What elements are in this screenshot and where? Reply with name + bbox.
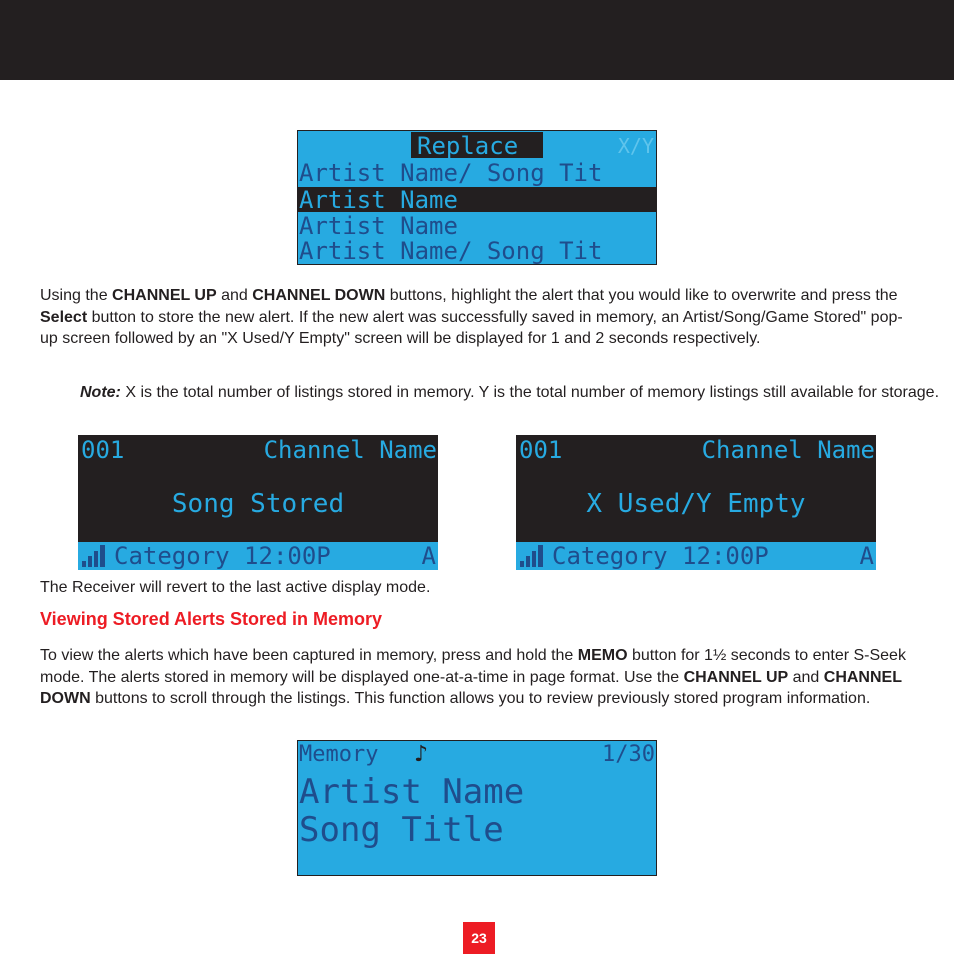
signal-strength-icon — [520, 545, 546, 567]
text-span: buttons to scroll through the listings. This function allows you to review previously stored program information. — [90, 690, 871, 707]
alert-list-item-highlighted: Artist Name — [298, 187, 656, 212]
note-label: Note: — [80, 384, 121, 401]
text-span: and — [788, 668, 824, 686]
channel-number: 001 — [519, 436, 563, 464]
status-message: X Used/Y Empty — [586, 489, 806, 519]
channel-name: Channel Name — [701, 436, 875, 464]
instruction-paragraph — [40, 285, 920, 350]
bold-span: MEMO — [577, 647, 628, 664]
band-indicator: A — [859, 542, 874, 570]
note-text: X is the total number of listings stored in memory. Y is the total number of memory listings still available for storage. — [120, 384, 940, 401]
page-number: 23 — [463, 922, 495, 954]
revert-text: The Receiver will revert to the last active display mode. — [40, 579, 431, 596]
lcd-bottom-row — [516, 542, 876, 570]
instruction-paragraph — [40, 645, 920, 710]
alert-list-item: Artist Name/ Song Tit — [299, 160, 603, 186]
text-span: button for 1½ seconds to enter S-Seek mode. The alerts stored in memory will be displayed one-at-a-time in page format. Use the — [40, 647, 906, 686]
replace-label: Replace — [411, 132, 543, 158]
channel-number: 001 — [81, 436, 125, 464]
band-indicator: A — [421, 542, 436, 570]
music-note-icon: ♪ — [414, 742, 429, 767]
lcd-bottom-row — [78, 542, 438, 570]
text-span: button to store the new alert. If the new alert was successfully saved in memory, an Artist/Song/Game Stored" pop-up screen followed by an "X Used/Y Empty" screen will be displayed for 1 and 2 seconds respectively. — [40, 308, 903, 347]
header-bar — [0, 0, 954, 80]
bold-span: CHANNEL DOWN — [252, 287, 386, 304]
artist-name-line: Artist Name — [299, 772, 525, 812]
section-heading: Viewing Stored Alerts Stored in Memory — [40, 609, 383, 629]
bold-span: CHANNEL UP — [112, 287, 217, 304]
memory-count: 1/30 — [602, 742, 655, 767]
memory-title: Memory — [299, 742, 379, 767]
used-empty-lcd-screen — [516, 435, 876, 570]
bold-span: CHANNEL DOWN — [40, 668, 902, 707]
note-paragraph — [80, 382, 950, 404]
bold-span: Select — [40, 308, 88, 326]
memory-header-row — [298, 741, 656, 769]
alert-list-item: Artist Name/ Song Tit — [299, 238, 603, 264]
text-span: and — [216, 287, 253, 304]
xy-indicator: X/Y — [617, 134, 654, 158]
alert-list-item: Artist Name — [299, 213, 458, 239]
category-time: Category 12:00P — [114, 542, 331, 570]
song-stored-lcd-screen — [78, 435, 438, 570]
replace-lcd-screen — [297, 130, 657, 265]
text-span: buttons, highlight the alert that you would like to overwrite and press the — [385, 287, 898, 304]
bold-span: CHANNEL UP — [683, 668, 789, 686]
channel-name: Channel Name — [263, 436, 437, 464]
memory-lcd-screen — [297, 740, 657, 876]
text-span: Using the — [40, 287, 113, 304]
text-span: To view the alerts which have been captured in memory, press and hold the — [40, 647, 578, 664]
song-title-line: Song Title — [299, 810, 504, 850]
replace-header-row — [298, 132, 656, 158]
status-message: Song Stored — [171, 489, 345, 519]
signal-strength-icon — [82, 545, 108, 567]
category-time: Category 12:00P — [552, 542, 769, 570]
